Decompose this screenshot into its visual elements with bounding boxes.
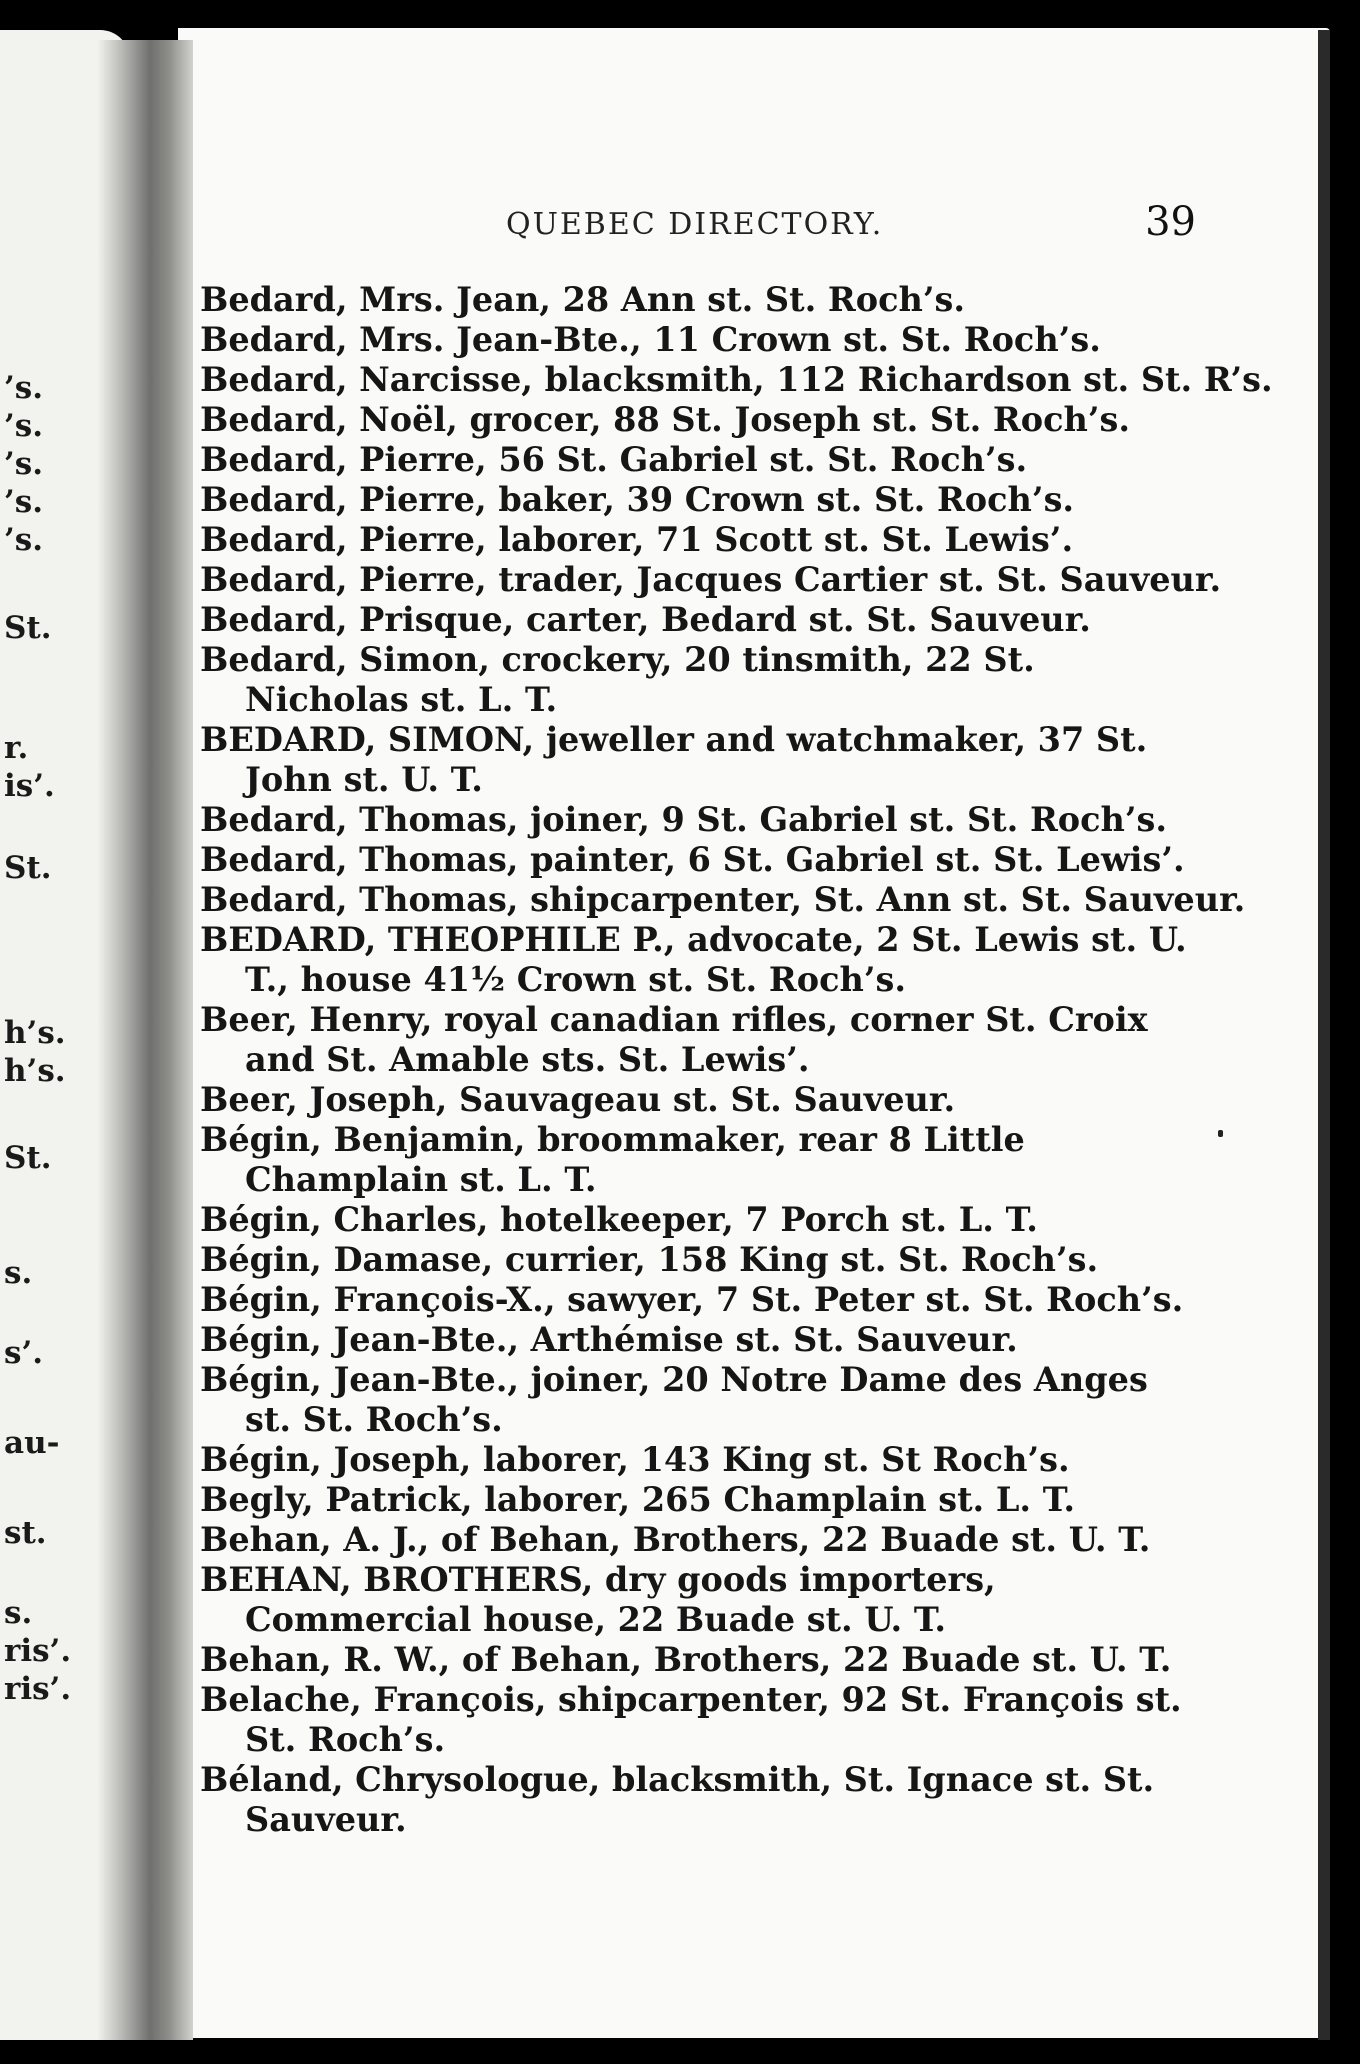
directory-entry: Bedard, Thomas, shipcarpenter, St. Ann st. St. Sauveur.	[200, 880, 1246, 919]
directory-entry: Bedard, Thomas, painter, 6 St. Gabriel st. St. Lewis’.	[200, 840, 1185, 879]
left-fragment: au-	[4, 1425, 60, 1461]
directory-entry: Bégin, Damase, currier, 158 King st. St. Roch’s.	[200, 1240, 1099, 1279]
directory-entry: Beer, Joseph, Sauvageau st. St. Sauveur.	[200, 1080, 956, 1119]
directory-entry: Bégin, Jean-Bte., joiner, 20 Notre Dame des Anges st. St. Roch’s.	[200, 1360, 1148, 1439]
page-edge	[1318, 30, 1330, 2040]
directory-entry: Bedard, Pierre, baker, 39 Crown st. St. Roch’s.	[200, 480, 1075, 519]
directory-entry: Behan, R. W., of Behan, Brothers, 22 Buade st. U. T.	[200, 1640, 1172, 1679]
left-fragment: st.	[4, 1515, 47, 1551]
left-fragment: h’s.	[4, 1015, 66, 1051]
page-header	[506, 199, 1196, 263]
left-fragment: is’.	[4, 768, 55, 804]
directory-entry: Bedard, Simon, crockery, 20 tinsmith, 22 St. Nicholas st. L. T.	[200, 640, 1035, 719]
left-fragment: s’.	[4, 1335, 44, 1371]
left-fragment: St.	[4, 850, 52, 886]
directory-entry: Bedard, Noël, grocer, 88 St. Joseph st. St. Roch’s.	[200, 400, 1131, 439]
directory-entry: Bedard, Prisque, carter, Bedard st. St. Sauveur.	[200, 600, 1091, 639]
directory-entry: Beer, Henry, royal canadian rifles, corner St. Croix and St. Amable sts. St. Lewis’.	[200, 1000, 1148, 1079]
directory-entry: Belache, François, shipcarpenter, 92 St. François st. St. Roch’s.	[200, 1680, 1182, 1759]
directory-entry: Bégin, Jean-Bte., Arthémise st. St. Sauveur.	[200, 1320, 1018, 1359]
directory-entries	[200, 280, 1273, 1840]
directory-entry: Bedard, Mrs. Jean-Bte., 11 Crown st. St. Roch’s.	[200, 320, 1101, 359]
directory-entry: Bedard, Pierre, 56 St. Gabriel st. St. Roch’s.	[200, 440, 1028, 479]
directory-entry: Bedard, Pierre, laborer, 71 Scott st. St. Lewis’.	[200, 520, 1074, 559]
directory-entry: Bedard, Narcisse, blacksmith, 112 Richardson st. St. R’s.	[200, 360, 1273, 399]
directory-entry: BEHAN, BROTHERS, dry goods importers, Commercial house, 22 Buade st. U. T.	[200, 1560, 996, 1639]
directory-entry: Begly, Patrick, laborer, 265 Champlain st. L. T.	[200, 1480, 1076, 1519]
directory-entry: Bedard, Pierre, trader, Jacques Cartier st. St. Sauveur.	[200, 560, 1222, 599]
left-fragment: St.	[4, 610, 52, 646]
left-fragment: ’s.	[4, 484, 44, 520]
directory-entry: Bégin, Benjamin, broommaker, rear 8 Little Champlain st. L. T.	[200, 1120, 1025, 1199]
directory-entry: BEDARD, SIMON, jeweller and watchmaker, 37 St. John st. U. T.	[200, 720, 1148, 799]
directory-entry: BEDARD, THEOPHILE P., advocate, 2 St. Lewis st. U. T., house 41½ Crown st. St. Roch’s.	[200, 920, 1187, 999]
directory-entry: Bégin, Charles, hotelkeeper, 7 Porch st. L. T.	[200, 1200, 1038, 1239]
left-fragment: ’s.	[4, 522, 44, 558]
page-number: 39	[1145, 199, 1196, 245]
left-fragment: s.	[4, 1595, 33, 1631]
directory-entry: Bégin, François-X., sawyer, 7 St. Peter st. St. Roch’s.	[200, 1280, 1184, 1319]
directory-entry: Bedard, Thomas, joiner, 9 St. Gabriel st. St. Roch’s.	[200, 800, 1168, 839]
book-gutter-shadow	[98, 40, 193, 2040]
left-fragment: St.	[4, 1140, 52, 1176]
left-fragment: r.	[4, 730, 29, 766]
directory-entry: Behan, A. J., of Behan, Brothers, 22 Buade st. U. T.	[200, 1520, 1151, 1559]
left-fragment: ’s.	[4, 446, 44, 482]
left-fragment: ’s.	[4, 370, 44, 406]
ink-speck	[1218, 1130, 1223, 1137]
left-fragment: ris’.	[4, 1671, 72, 1707]
running-title: QUEBEC DIRECTORY.	[506, 207, 884, 242]
left-fragment: s.	[4, 1255, 33, 1291]
directory-entry: Béland, Chrysologue, blacksmith, St. Ignace st. St. Sauveur.	[200, 1760, 1155, 1839]
left-fragment: ’s.	[4, 408, 44, 444]
left-fragment: h’s.	[4, 1053, 66, 1089]
directory-entry: Bedard, Mrs. Jean, 28 Ann st. St. Roch’s.	[200, 280, 966, 319]
directory-entry: Bégin, Joseph, laborer, 143 King st. St Roch’s.	[200, 1440, 1070, 1479]
left-fragment: ris’.	[4, 1633, 72, 1669]
